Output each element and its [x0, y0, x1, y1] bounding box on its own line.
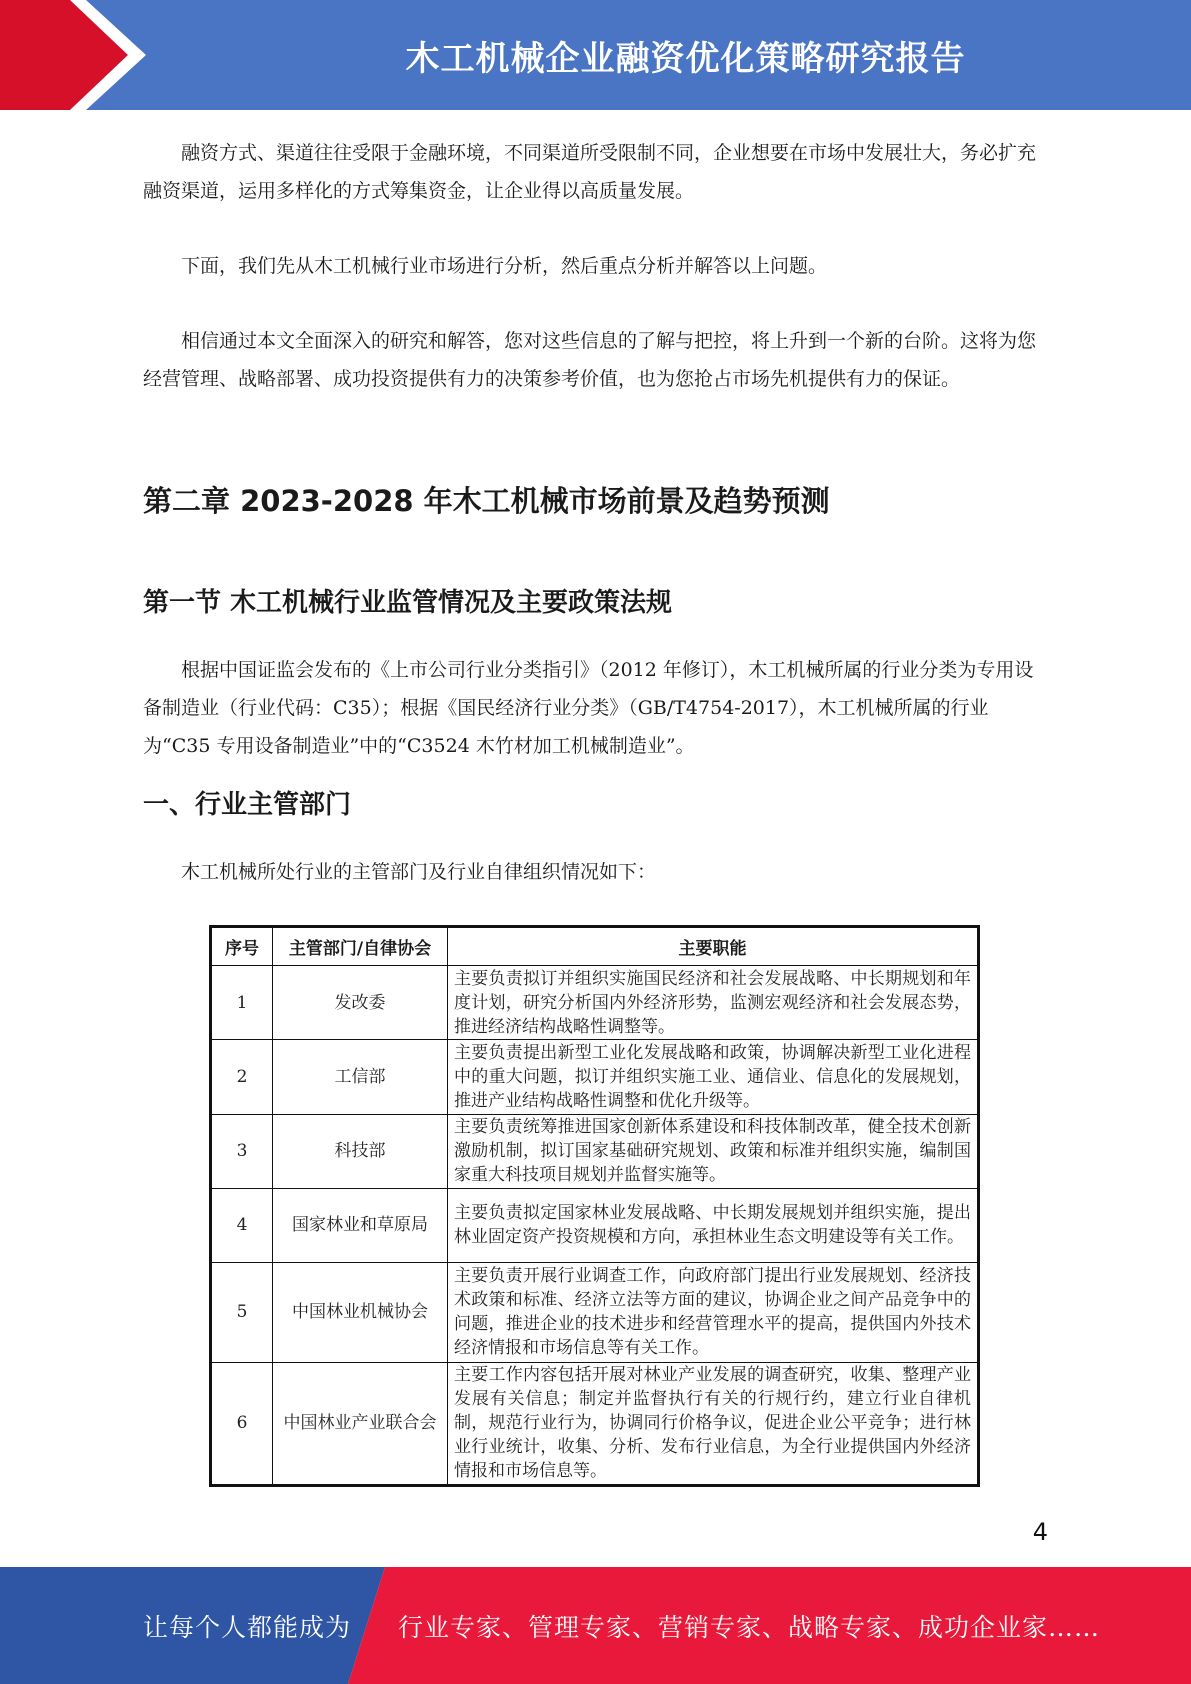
header-banner [0, 0, 1191, 110]
section-title: 第一节 木工机械行业监管情况及主要政策法规 [143, 588, 673, 618]
row-no: 3 [211, 1114, 273, 1188]
footer-slogan-right: 行业专家、管理专家、营销专家、战略专家、成功企业家…… [398, 1612, 1101, 1642]
footer-banner [0, 1567, 1191, 1684]
row-no: 2 [211, 1040, 273, 1114]
row-dept: 中国林业机械协会 [273, 1263, 448, 1362]
table-row [211, 1114, 979, 1188]
authorities-table-container [209, 925, 980, 1487]
row-func: 主要负责统筹推进国家创新体系建设和科技体制改革，健全技术创新激励机制，拟订国家基础研究规划、政策和标准并组织实施，编制国家重大科技项目规划并监督实施等。 [448, 1114, 979, 1188]
table-row [211, 966, 979, 1040]
row-no: 4 [211, 1188, 273, 1262]
table-intro: 木工机械所处行业的主管部门及行业自律组织情况如下： [181, 861, 657, 883]
row-func: 主要负责拟定国家林业发展战略、中长期发展规划并组织实施，提出林业固定资产投资规模和方向，承担林业生态文明建设等有关工作。 [448, 1188, 979, 1262]
header-func: 主要职能 [448, 927, 979, 966]
subsection-title: 一、行业主管部门 [143, 790, 352, 820]
row-no: 5 [211, 1263, 273, 1362]
row-func: 主要负责提出新型工业化发展战略和政策，协调解决新型工业化进程中的重大问题，拟订并组织实施工业、通信业、信息化的发展规划，推进产业结构战略性调整和优化升级等。 [448, 1040, 979, 1114]
table-row [211, 1188, 979, 1262]
header-no: 序号 [211, 927, 273, 966]
authorities-table [209, 925, 980, 1487]
table-row [211, 1362, 979, 1486]
footer-slogan-left: 让每个人都能成为 [143, 1612, 352, 1642]
chapter-title: 第二章 2023-2028 年木工机械市场前景及趋势预测 [143, 484, 830, 518]
table-header-row [211, 927, 979, 966]
report-title: 木工机械企业融资优化策略研究报告 [405, 38, 966, 79]
intro-paragraph-3: 相信通过本文全面深入的研究和解答，您对这些信息的了解与把控，将上升到一个新的台阶。这将为您经营管理、战略部署、成功投资提供有力的决策参考价值，也为您抢占市场先机提供有力的保证。 [143, 330, 1037, 390]
table-row [211, 1263, 979, 1362]
row-dept: 中国林业产业联合会 [273, 1362, 448, 1486]
row-dept: 科技部 [273, 1114, 448, 1188]
row-func: 主要工作内容包括开展对林业产业发展的调查研究，收集、整理产业发展有关信息；制定并监督执行有关的行规行约，建立行业自律机制，规范行业行为，协调同行价格争议，促进企业公平竞争；进行林业行业统计，收集、分析、发布行业信息，为全行业提供国内外经济情报和市场信息等。 [448, 1362, 979, 1486]
row-no: 1 [211, 966, 273, 1040]
row-no: 6 [211, 1362, 273, 1486]
header-arrow-decoration [0, 0, 260, 110]
row-dept: 工信部 [273, 1040, 448, 1114]
header-dept: 主管部门/自律协会 [273, 927, 448, 966]
table-row [211, 1040, 979, 1114]
page-number: 4 [1032, 1518, 1048, 1546]
row-dept: 国家林业和草原局 [273, 1188, 448, 1262]
row-func: 主要负责开展行业调查工作，向政府部门提出行业发展规划、经济技术政策和标准、经济立法等方面的建议，协调企业之间产品竞争中的问题，推进企业的技术进步和经营管理水平的提高，提供国内外技术经济情报和市场信息等有关工作。 [448, 1263, 979, 1362]
intro-paragraph-2: 下面，我们先从木工机械行业市场进行分析，然后重点分析并解答以上问题。 [181, 255, 828, 277]
row-dept: 发改委 [273, 966, 448, 1040]
intro-paragraph-1: 融资方式、渠道往往受限于金融环境，不同渠道所受限制不同，企业想要在市场中发展壮大，务必扩充融资渠道，运用多样化的方式筹集资金，让企业得以高质量发展。 [143, 142, 1037, 202]
section-paragraph: 根据中国证监会发布的《上市公司行业分类指引》（2012 年修订），木工机械所属的行业分类为专用设备制造业（行业代码：C35）；根据《国民经济行业分类》（GB/T4754-2017），木工机械所属的行业为“C35 专用设备制造业”中的“C3524 木竹材加工机械制造业”。 [143, 659, 1034, 757]
row-func: 主要负责拟订并组织实施国民经济和社会发展战略、中长期规划和年度计划，研究分析国内外经济形势，监测宏观经济和社会发展态势，推进经济结构战略性调整等。 [448, 966, 979, 1040]
